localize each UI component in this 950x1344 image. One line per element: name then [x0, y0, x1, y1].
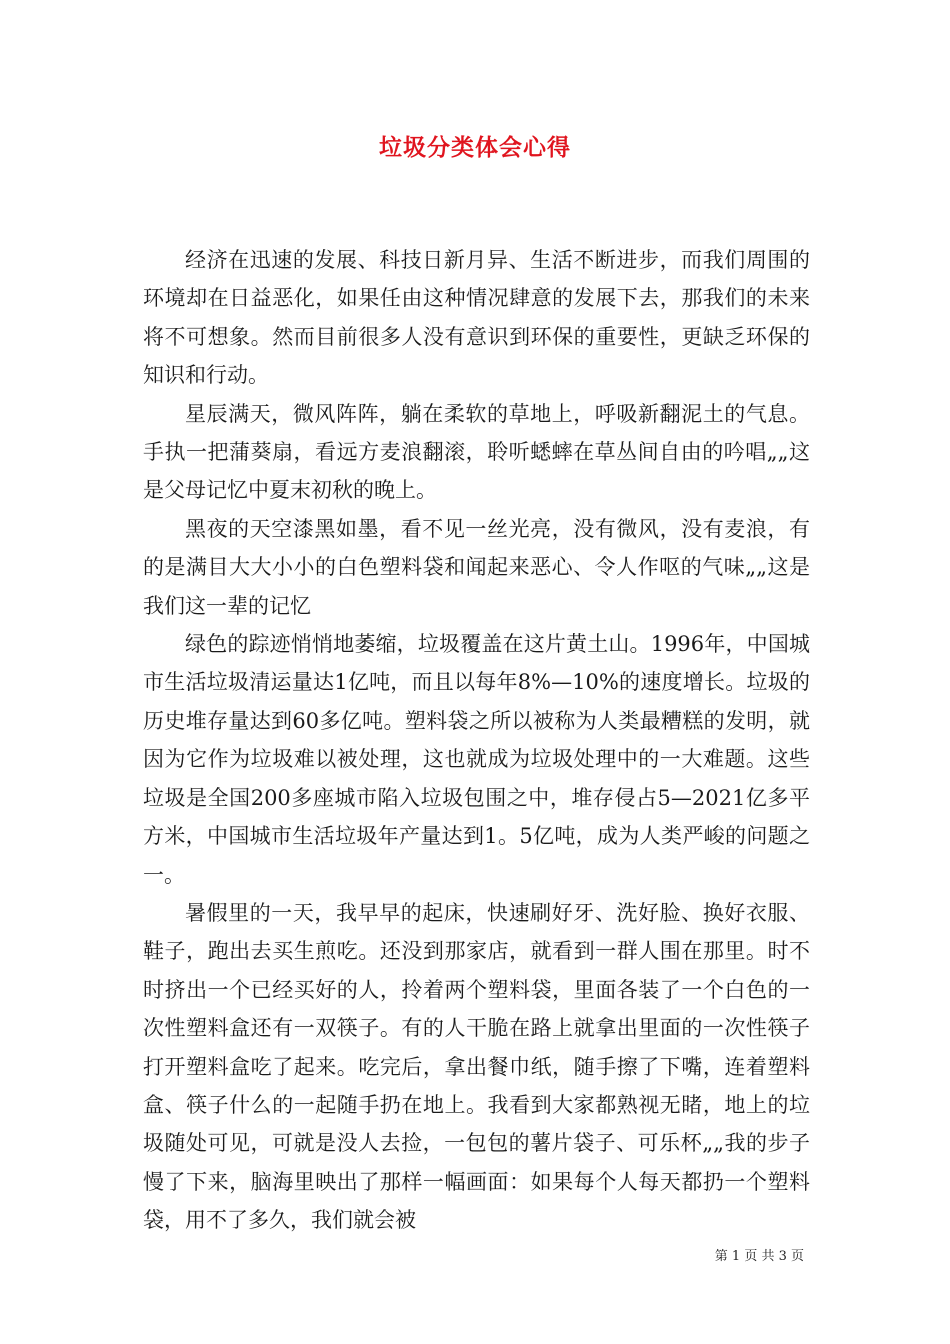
paragraph: 经济在迅速的发展、科技日新月异、生活不断进步，而我们周围的环境却在日益恶化，如果任由这种情况肆意的发展下去，那我们的未来将不可想象。然而目前很多人没有意识到环保的重要性，更缺乏环保的知识和行动。 — [143, 248, 810, 388]
paragraph: 星辰满天，微风阵阵，躺在柔软的草地上，呼吸新翻泥土的气息。手执一把蒲葵扇，看远方麦浪翻滚，聆听蟋蟀在草丛间自由的吟唱„„这是父母记忆中夏末初秋的晚上。 — [143, 401, 810, 503]
paragraph: 绿色的踪迹悄悄地萎缩，垃圾覆盖在这片黄土山。1996年，中国城市生活垃圾清运量达1亿吨，而且以每年8%—10%的速度增长。垃圾的历史堆存量达到60多亿吨。塑料袋之所以被称为人类最糟糕的发明，就因为它作为垃圾难以被处理，这也就成为垃圾处理中的一大难题。这些垃圾是全国200多座城市陷入垃圾包围之中，堆存侵占5—2021亿多平方米，中国城市生活垃圾年产量达到1。5亿吨，成为人类严峻的问题之一。 — [143, 632, 810, 887]
document-body — [143, 241, 810, 1240]
page-number-footer: 第 1 页 共 3 页 — [714, 1249, 804, 1264]
paragraph: 黑夜的天空漆黑如墨，看不见一丝光亮，没有微风，没有麦浪，有的是满目大大小小的白色塑料袋和闻起来恶心、令人作呕的气味„„这是我们这一辈的记忆 — [143, 516, 810, 618]
paragraph: 暑假里的一天，我早早的起床，快速刷好牙、洗好脸、换好衣服、鞋子，跑出去买生煎吃。还没到那家店，就看到一群人围在那里。时不时挤出一个已经买好的人，拎着两个塑料袋，里面各装了一个白色的一次性塑料盒还有一双筷子。有的人干脆在路上就拿出里面的一次性筷子打开塑料盒吃了起来。吃完后，拿出餐巾纸，随手擦了下嘴，连着塑料盒、筷子什么的一起随手扔在地上。我看到大家都熟视无睹，地上的垃圾随处可见，可就是没人去捡，一包包的薯片袋子、可乐杯„„我的步子慢了下来，脑海里映出了那样一幅画面：如果每个人每天都扔一个塑料袋，用不了多久，我们就会被 — [143, 900, 810, 1233]
document-title: 垃圾分类体会心得 — [379, 134, 571, 161]
